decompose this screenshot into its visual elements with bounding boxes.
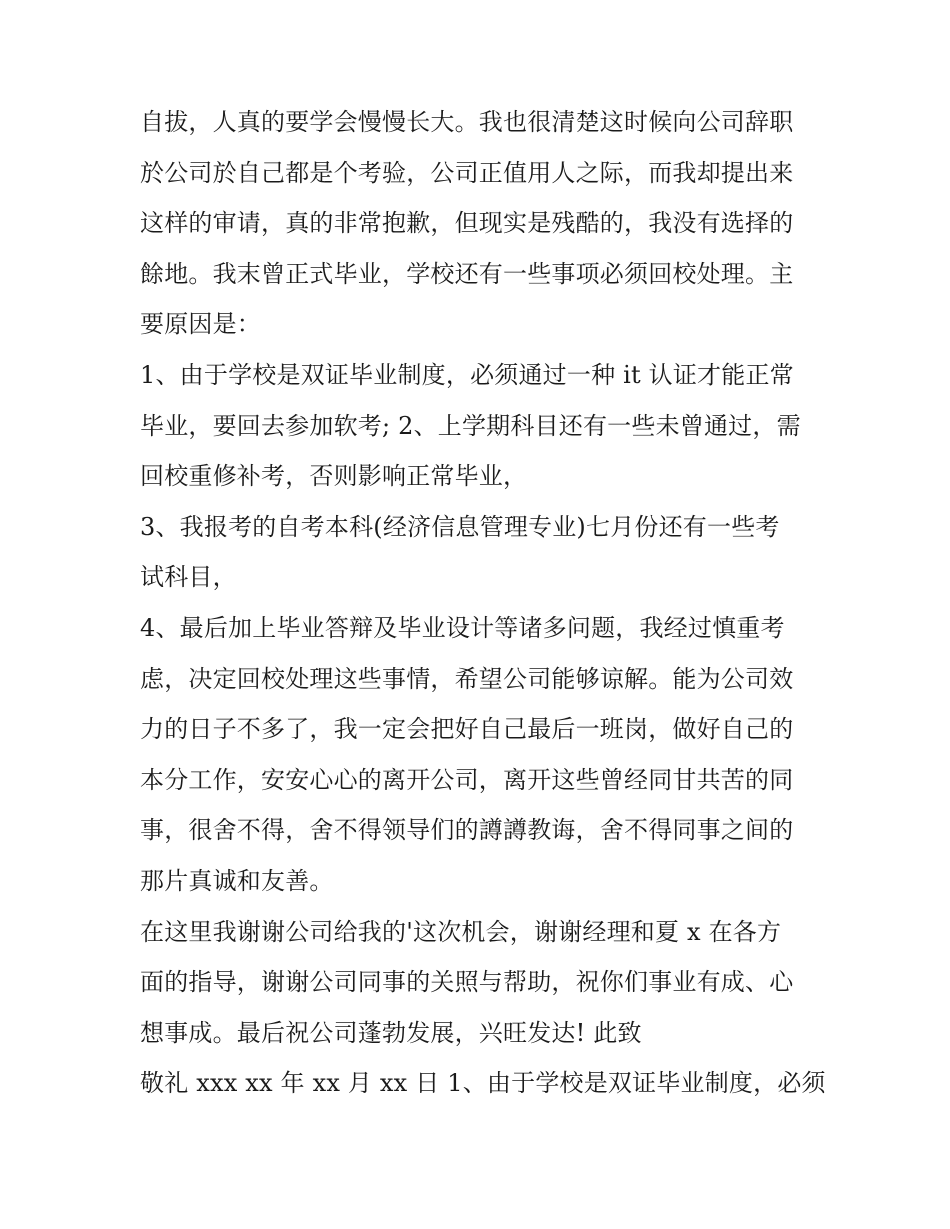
text-line: 本分工作，安安心心的离开公司，离开这些曾经同甘共苦的同 bbox=[140, 765, 794, 794]
text-line: 那片真诚和友善。 bbox=[140, 866, 334, 895]
text-line: 在这里我谢谢公司给我的'这次机会，谢谢经理和夏 x 在各方 bbox=[140, 917, 782, 946]
text-line: 於公司於自己都是个考验，公司正值用人之际，而我却提出来 bbox=[140, 158, 794, 187]
text-line: 这样的审请，真的非常抱歉，但现实是残酷的，我没有选择的 bbox=[140, 209, 794, 238]
document-body bbox=[140, 97, 826, 1109]
text-line: 事，很舍不得，舍不得领导们的譐譐教诲，舍不得同事之间的 bbox=[140, 816, 794, 845]
text-line: 面的指导，谢谢公司同事的关照与帮助，祝你们事业有成、心 bbox=[140, 968, 794, 997]
text-line: 餘地。我末曾正式毕业，学校还有一些事项必须回校处理。主 bbox=[140, 259, 794, 288]
text-line: 回校重修补考，否则影响正常毕业， bbox=[140, 462, 528, 491]
text-line: 毕业，要回去参加软考; 2、上学期科目还有一些未曾通过，需 bbox=[140, 411, 801, 440]
text-line: 虑，决定回校处理这些事情，希望公司能够谅解。能为公司效 bbox=[140, 664, 794, 693]
text-line: 要原因是： bbox=[140, 310, 261, 339]
text-line: 3、我报考的自考本科(经济信息管理专业)七月份还有一些考 bbox=[140, 512, 780, 541]
text-line: 试科目， bbox=[140, 563, 237, 592]
text-line: 想事成。最后祝公司蓬勃发展，兴旺发达! 此致 bbox=[140, 1018, 642, 1047]
text-line: 1、由于学校是双证毕业制度，必须通过一种 it 认证才能正常 bbox=[140, 360, 794, 389]
text-line: 4、最后加上毕业答辩及毕业设计等诸多问题，我经过慎重考 bbox=[140, 613, 785, 642]
text-line: 力的日子不多了，我一定会把好自己最后一班岗，做好自己的 bbox=[140, 715, 794, 744]
text-line: 自拔，人真的要学会慢慢长大。我也很清楚这时候向公司辞职 bbox=[140, 108, 794, 136]
text-line: 敬礼 xxx xx 年 xx 月 xx 日 1、由于学校是双证毕业制度，必须 bbox=[140, 1069, 826, 1098]
